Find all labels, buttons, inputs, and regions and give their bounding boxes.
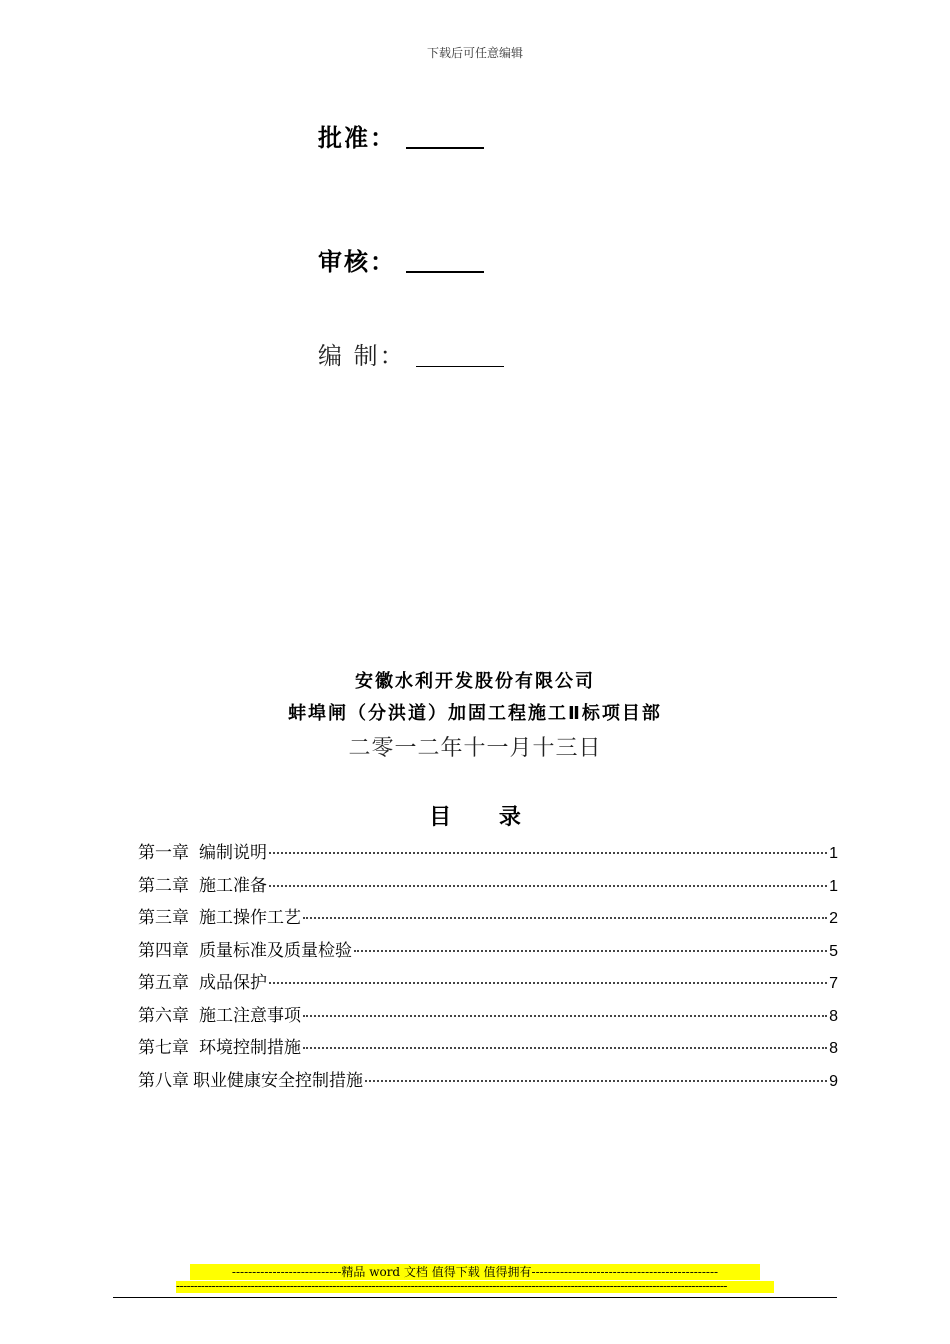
toc-chapter: 第八章 xyxy=(138,1070,189,1091)
toc-page-number: 9 xyxy=(829,1072,838,1090)
toc-page-number: 7 xyxy=(829,975,838,992)
review-row xyxy=(318,242,484,277)
toc-title: 目 录 xyxy=(429,804,541,830)
toc-item[interactable] xyxy=(138,871,838,904)
toc-page-number: 8 xyxy=(829,1040,838,1057)
compile-row xyxy=(318,336,504,371)
toc-item[interactable] xyxy=(138,936,838,969)
review-signature-line xyxy=(406,269,484,273)
toc-item-title: 成品保护 xyxy=(199,973,267,993)
project-name: 蚌埠闸（分洪道）加固工程施工Ⅱ标项目部 xyxy=(288,703,662,724)
toc-chapter: 第一章 xyxy=(138,843,189,863)
header-note: 下载后可任意编辑 xyxy=(426,46,523,60)
toc-page-number: 2 xyxy=(829,910,838,927)
footer-watermark-text: ---------------------------精品 word 文档 值得下载 值得拥有---------------------------------------------- xyxy=(231,1265,719,1279)
toc-page-number: 1 xyxy=(829,845,838,862)
toc-item-title: 质量标准及质量检验 xyxy=(199,940,352,961)
compile-signature-line xyxy=(416,364,504,367)
toc-chapter: 第六章 xyxy=(138,1005,189,1026)
review-label: 审核： xyxy=(318,247,396,276)
toc-item-title: 环境控制措施 xyxy=(199,1038,301,1058)
approve-label: 批准： xyxy=(318,123,396,152)
toc-item-title: 施工准备 xyxy=(199,875,267,896)
toc-leader-dots xyxy=(303,1047,827,1049)
toc-item[interactable] xyxy=(138,968,838,1001)
document-date: 二零一二年十一月十三日 xyxy=(348,736,602,761)
toc-leader-dots xyxy=(354,950,827,952)
toc-item[interactable] xyxy=(138,1066,838,1099)
toc-page-number: 5 xyxy=(829,942,838,960)
toc-leader-dots xyxy=(303,1015,827,1017)
toc-page-number: 1 xyxy=(829,877,838,895)
approve-signature-line xyxy=(406,145,484,149)
toc-leader-dots xyxy=(303,917,827,919)
table-of-contents xyxy=(138,838,838,1098)
toc-item-title: 施工注意事项 xyxy=(199,1005,301,1026)
toc-chapter: 第五章 xyxy=(138,973,189,993)
toc-item[interactable] xyxy=(138,838,838,871)
toc-item[interactable] xyxy=(138,1033,838,1066)
toc-chapter: 第三章 xyxy=(138,908,189,928)
footer-dash-line: ----------------------------------------------------------------------------------------------------------------------------------------------------------- xyxy=(176,1280,727,1292)
compile-label: 编 制： xyxy=(318,342,406,370)
toc-item[interactable] xyxy=(138,1001,838,1034)
footer-rule xyxy=(113,1297,837,1298)
toc-leader-dots xyxy=(269,885,827,887)
toc-item-title: 编制说明 xyxy=(199,843,267,863)
company-name: 安徽水利开发股份有限公司 xyxy=(355,671,595,692)
toc-page-number: 8 xyxy=(829,1007,838,1025)
toc-leader-dots xyxy=(269,982,827,984)
toc-chapter: 第二章 xyxy=(138,875,189,896)
toc-item-title: 职业健康安全控制措施 xyxy=(193,1070,363,1091)
toc-chapter: 第七章 xyxy=(138,1038,189,1058)
toc-item-title: 施工操作工艺 xyxy=(199,908,301,928)
toc-chapter: 第四章 xyxy=(138,940,189,961)
toc-leader-dots xyxy=(365,1080,827,1082)
toc-leader-dots xyxy=(269,852,827,854)
approve-row xyxy=(318,118,484,153)
toc-item[interactable] xyxy=(138,903,838,936)
